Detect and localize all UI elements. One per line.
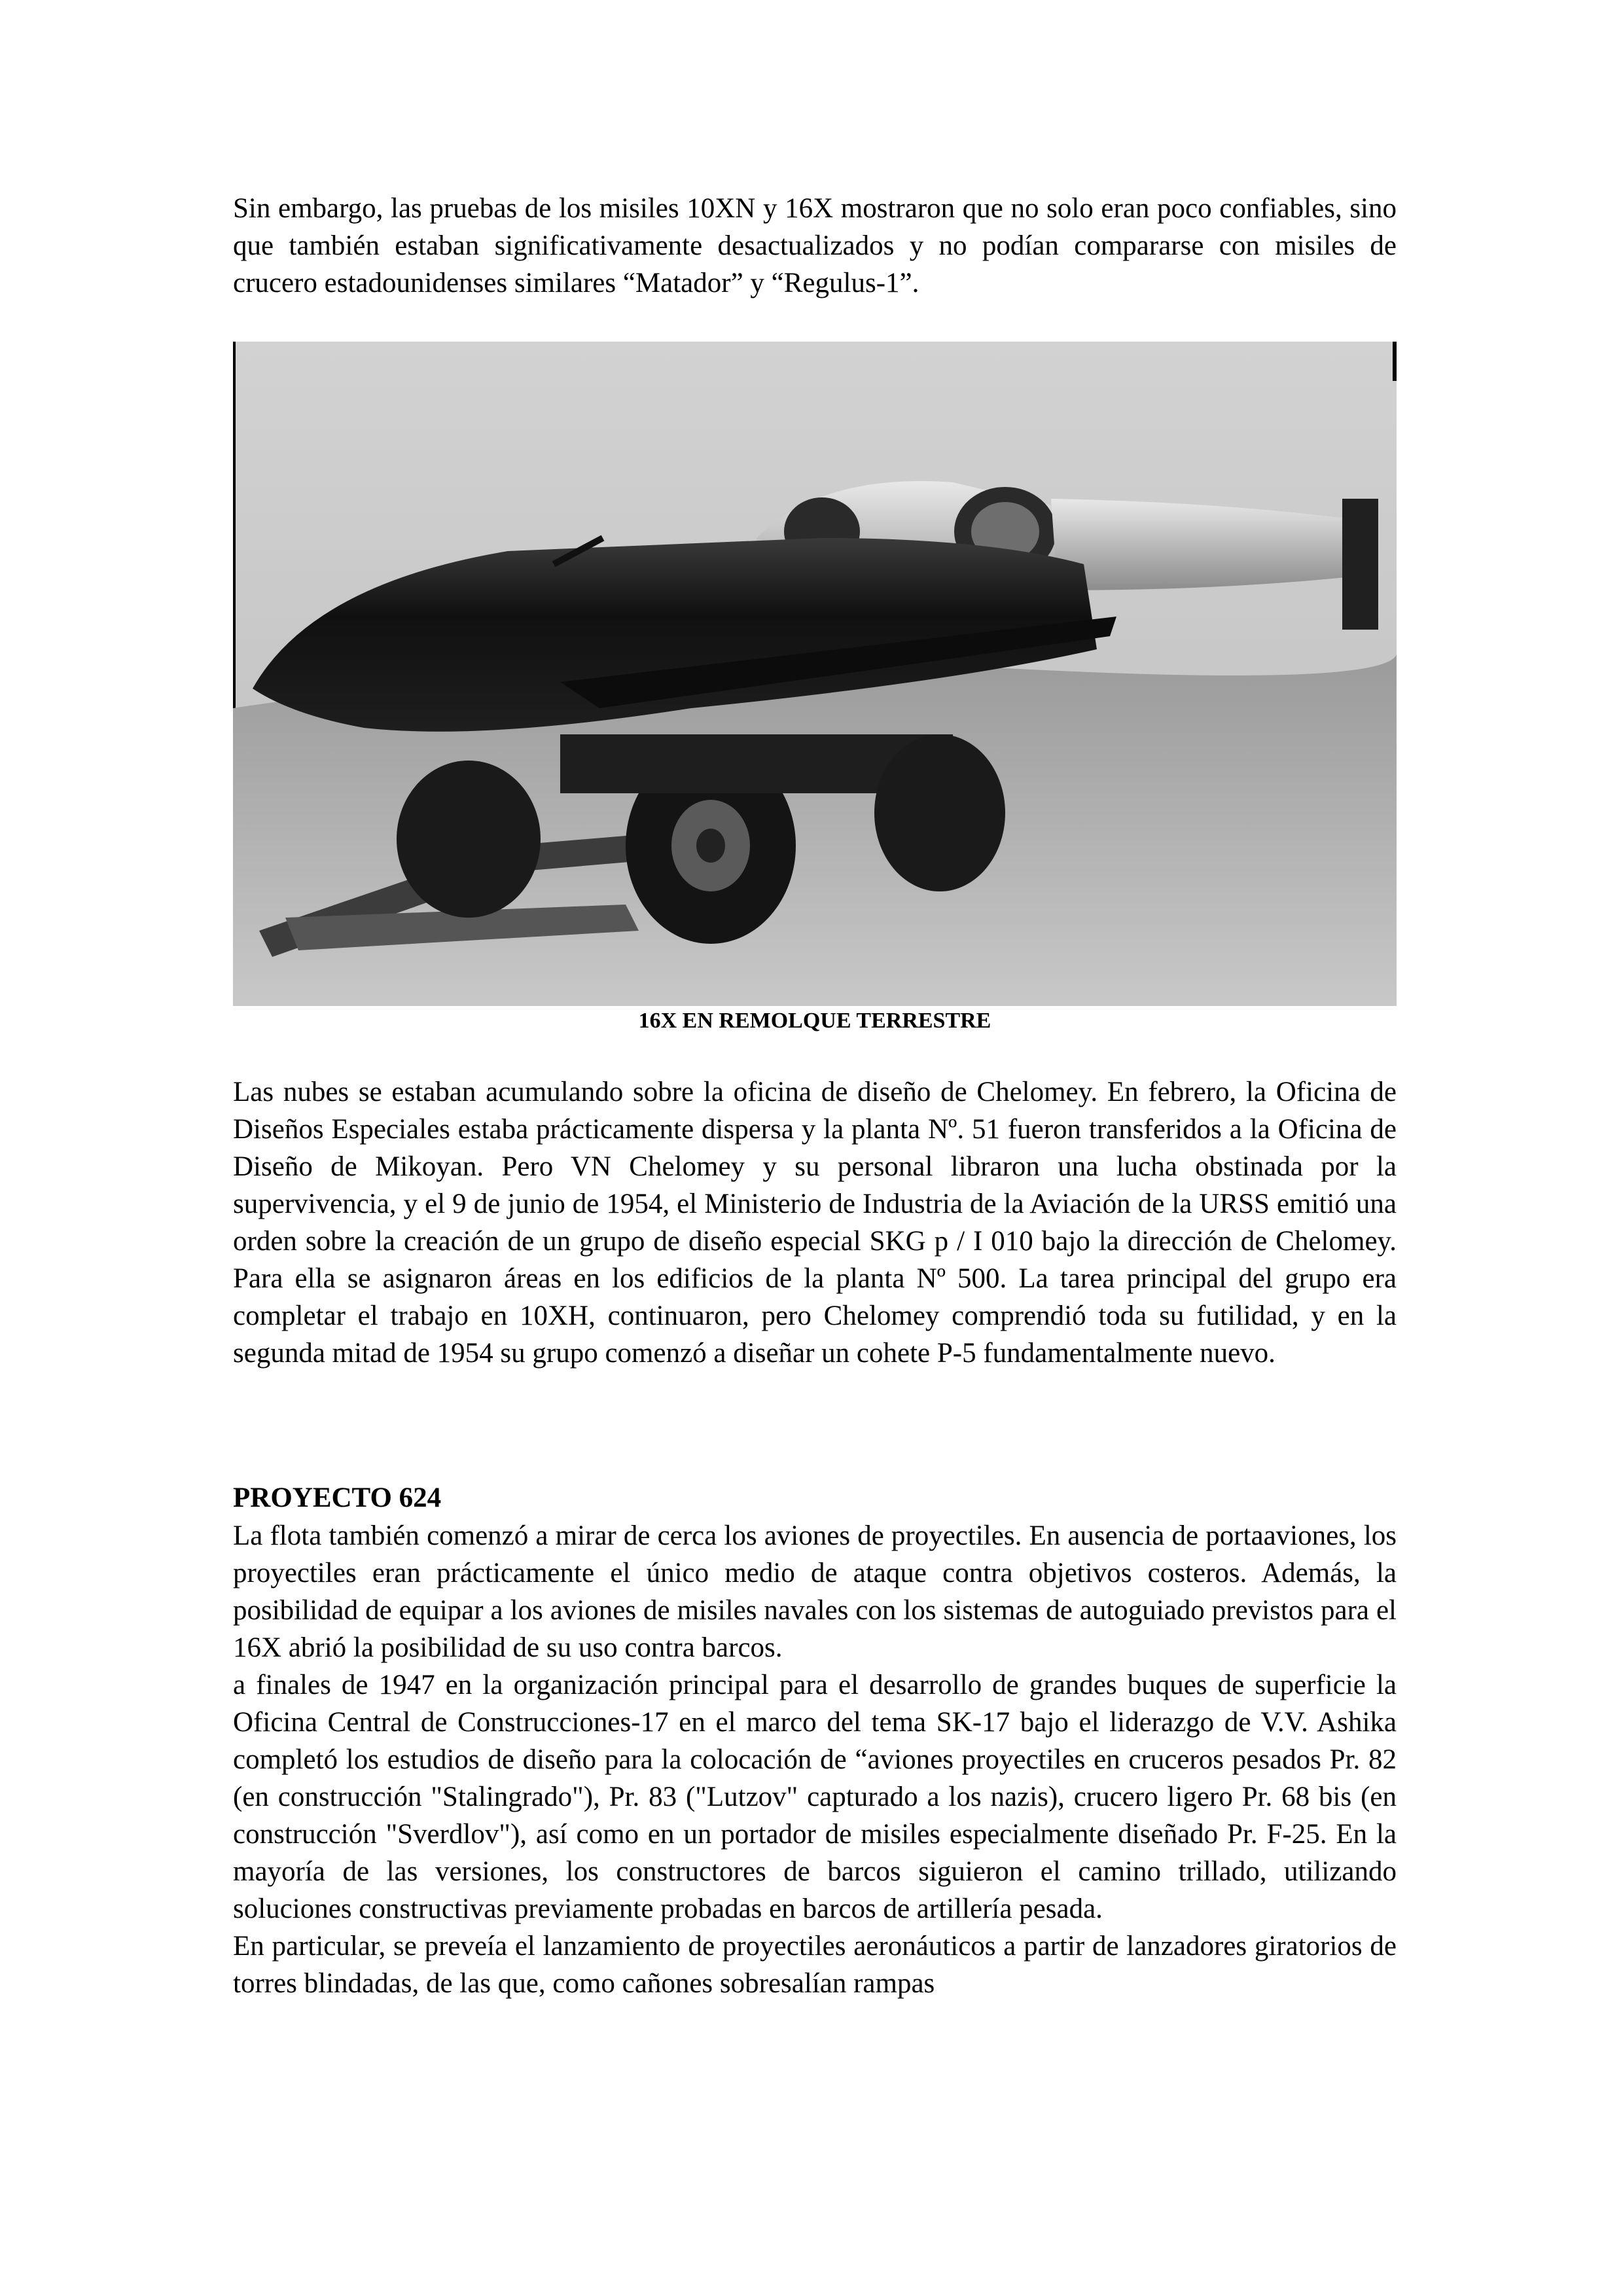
missile-photo-illustration xyxy=(233,342,1397,1006)
section-heading: PROYECTO 624 xyxy=(233,1482,442,1513)
missile-trailer-photo xyxy=(233,342,1397,1006)
figure-caption: 16X EN REMOLQUE TERRESTRE xyxy=(638,1009,991,1033)
paragraph-chelomey: Las nubes se estaban acumulando sobre la oficina de diseño de Chelomey. En febrero, la Oficina de Diseños Especiales estaba prácticamente dispersa y la planta Nº. 51 fueron transferidos a la Oficina de Diseño de Mikoyan. Pero VN Chelomey y su personal libraron una lucha obstinada por la supervivencia, y el 9 de junio de 1954, el Ministerio de Industria de la Aviación de la URSS emitió una orden sobre la creación de un grupo de diseño especial SKG p / I 010 bajo la dirección de Chelomey. Para ella se asignaron áreas en los edificios de la planta Nº 500. La tarea principal del grupo era completar el trabajo en 10XH, continuaron, pero Chelomey comprendió toda su futilidad, y en la segunda mitad de 1954 su grupo comenzó a diseñar un cohete P-5 fundamentalmente nuevo. xyxy=(233,1077,1397,1369)
paragraph-intro: Sin embargo, las pruebas de los misiles 10XN y 16X mostraron que no solo eran poco confiables, sino que también estaban significativamente desactualizados y no podían compararse con misiles de crucero estadounidenses similares “Matador” y “Regulus-1”. xyxy=(233,193,1397,298)
section-body xyxy=(233,1517,1397,2002)
section-paragraph-1: La flota también comenzó a mirar de cerca los aviones de proyectiles. En ausencia de portaaviones, los proyectiles eran prácticamente el único medio de ataque contra objetivos costeros. Además, la posibilidad de equipar a los aviones de misiles navales con los sistemas de autoguiado previstos para el 16X abrió la posibilidad de su uso contra barcos. xyxy=(233,1520,1397,1663)
section-paragraph-2: a finales de 1947 en la organización principal para el desarrollo de grandes buques de superficie la Oficina Central de Construcciones-17 en el marco del tema SK-17 bajo el liderazgo de V.V. Ashika completó los estudios de diseño para la colocación de “aviones proyectiles en cruceros pesados Pr. 82 (en construcción "Stalingrado"), Pr. 83 ("Lutzov" capturado a los nazis), crucero ligero Pr. 68 bis (en construcción "Sverdlov"), así como en un portador de misiles especialmente diseñado Pr. F-25. En la mayoría de las versiones, los constructores de barcos siguieron el camino trillado, utilizando soluciones constructivas previamente probadas en barcos de artillería pesada. xyxy=(233,1670,1397,1924)
section-paragraph-3: En particular, se preveía el lanzamiento de proyectiles aeronáuticos a partir de lanzadores giratorios de torres blindadas, de las que, como cañones sobresalían rampas xyxy=(233,1931,1397,1999)
